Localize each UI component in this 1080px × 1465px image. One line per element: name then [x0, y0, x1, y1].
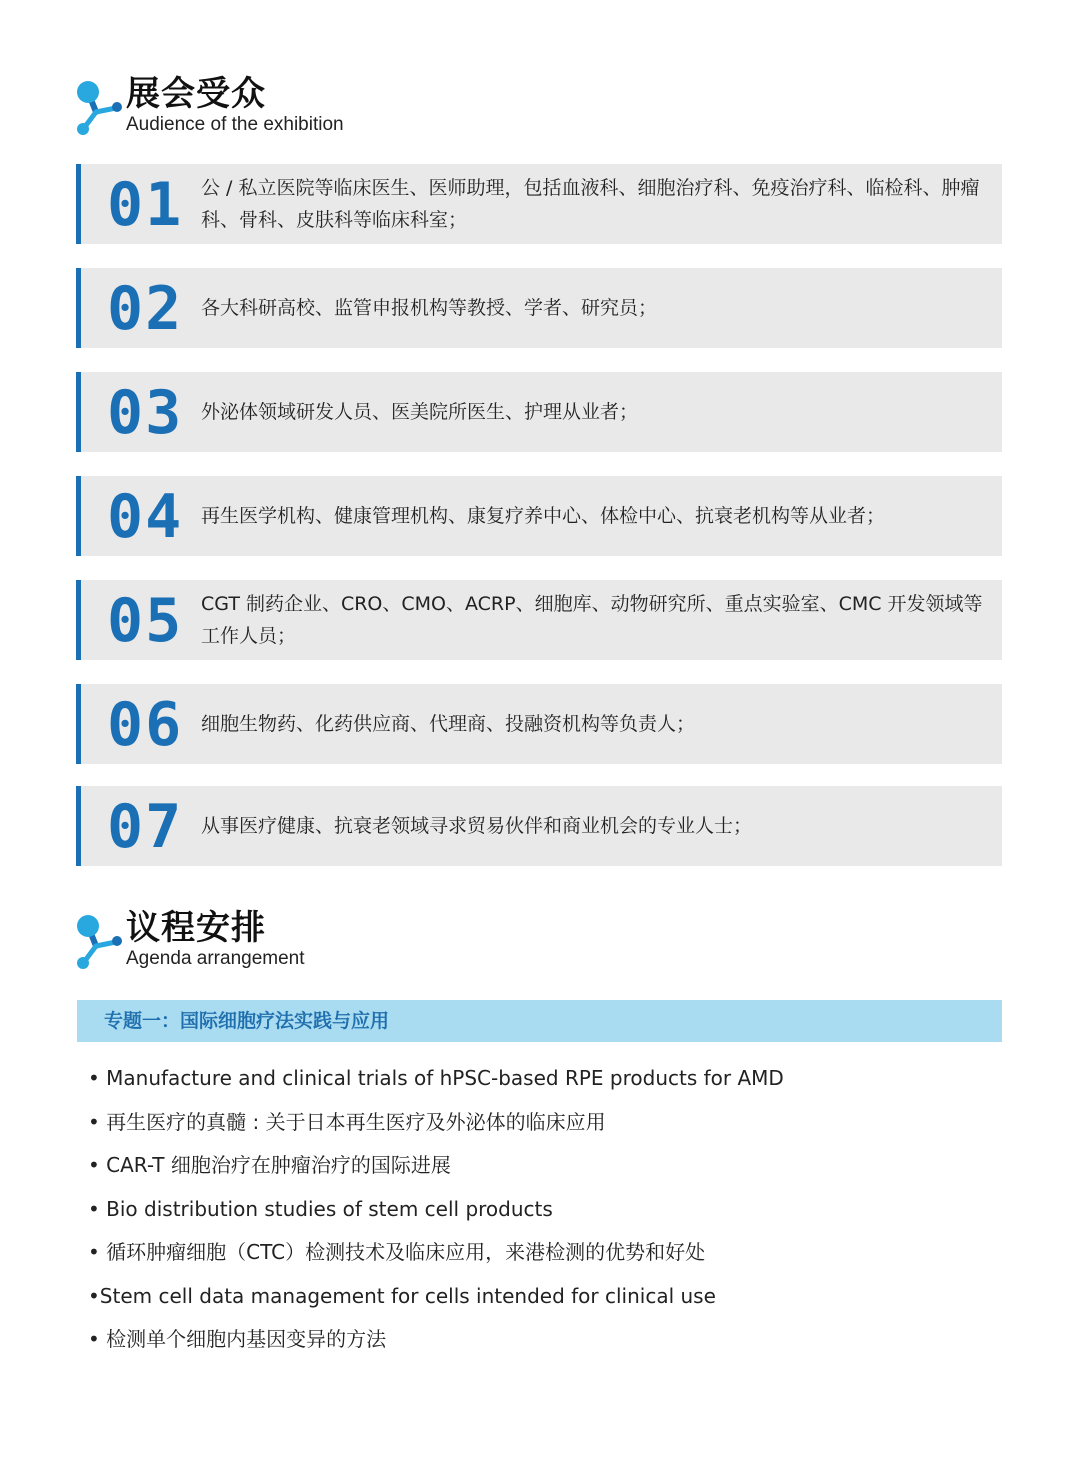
audience-item — [76, 372, 1002, 452]
audience-section-header — [76, 74, 676, 140]
audience-number: 03 — [107, 378, 184, 448]
audience-number: 05 — [107, 586, 184, 656]
section-subtitle: Agenda arrangement — [126, 948, 305, 969]
section-subtitle: Audience of the exhibition — [126, 114, 344, 135]
audience-text: 各大科研高校、监管申报机构等教授、学者、研究员； — [201, 297, 658, 319]
audience-item — [76, 786, 1002, 866]
molecule-icon — [76, 914, 122, 970]
audience-item — [76, 684, 1002, 764]
audience-text: 公 / 私立医院等临床医生、医师助理，包括血液科、细胞治疗科、免疫治疗科、临检科、肿瘤科、骨科、皮肤科等临床科室； — [201, 177, 980, 231]
audience-number: 02 — [107, 274, 184, 344]
audience-number: 01 — [107, 170, 184, 240]
audience-text: 再生医学机构、健康管理机构、康复疗养中心、体检中心、抗衰老机构等从业者； — [201, 505, 886, 527]
audience-number: 06 — [107, 690, 184, 760]
audience-item — [76, 268, 1002, 348]
audience-number: 07 — [107, 792, 184, 862]
agenda-item: • 循环肿瘤细胞（CTC）检测技术及临床应用，来港检测的优势和好处 — [88, 1240, 706, 1264]
audience-item — [76, 164, 1002, 244]
agenda-topic-title: 专题一：国际细胞疗法实践与应用 — [104, 1010, 390, 1032]
molecule-icon — [76, 80, 122, 136]
agenda-item: • Bio distribution studies of stem cell products — [88, 1197, 553, 1221]
agenda-section-header — [76, 908, 676, 974]
agenda-item: • Manufacture and clinical trials of hPSC-based RPE products for AMD — [88, 1066, 784, 1090]
section-title: 议程安排 — [126, 908, 266, 948]
agenda-topic-bar — [77, 1000, 1002, 1042]
audience-text: CGT 制药企业、CRO、CMO、ACRP、细胞库、动物研究所、重点实验室、CMC 开发领域等工作人员； — [201, 593, 983, 647]
agenda-item: • 检测单个细胞内基因变异的方法 — [88, 1327, 387, 1351]
agenda-item: • 再生医疗的真髓 : 关于日本再生医疗及外泌体的临床应用 — [88, 1110, 606, 1134]
agenda-item: •Stem cell data management for cells intended for clinical use — [88, 1284, 716, 1308]
audience-item — [76, 580, 1002, 660]
agenda-item: • CAR-T 细胞治疗在肿瘤治疗的国际进展 — [88, 1153, 451, 1177]
audience-number: 04 — [107, 482, 184, 552]
section-title: 展会受众 — [126, 74, 266, 114]
audience-text: 外泌体领域研发人员、医美院所医生、护理从业者； — [201, 401, 639, 423]
audience-text: 细胞生物药、化药供应商、代理商、投融资机构等负责人； — [201, 713, 696, 735]
audience-item — [76, 476, 1002, 556]
audience-text: 从事医疗健康、抗衰老领域寻求贸易伙伴和商业机会的专业人士； — [201, 815, 753, 837]
